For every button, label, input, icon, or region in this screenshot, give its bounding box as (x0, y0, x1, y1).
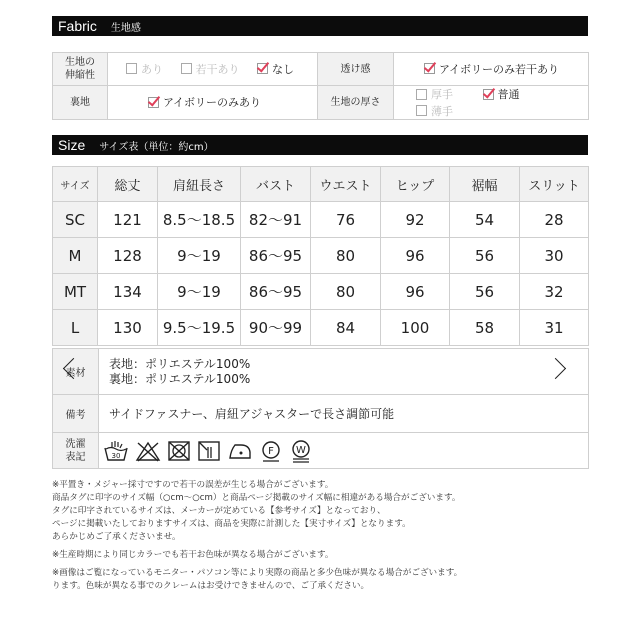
thickness-option-usude: 薄手 (416, 103, 453, 119)
cell: 86〜95 (241, 238, 311, 274)
svg-text:W: W (296, 444, 306, 456)
size-header-row (53, 167, 589, 202)
no-tumble-dry-icon (167, 440, 191, 462)
stretch-options (108, 53, 318, 86)
care-icons (99, 433, 589, 469)
checkbox-empty-icon (126, 63, 137, 74)
sheer-label: 透け感 (318, 53, 394, 86)
note-line: ※生産時期により同じカラーでも若干お色味が異なる場合がございます。 (52, 550, 334, 560)
cell: 58 (450, 310, 520, 346)
checkbox-checked-icon (257, 63, 268, 74)
checkbox-checked-icon (424, 63, 435, 74)
fabric-table (52, 52, 589, 120)
cell: 76 (311, 202, 381, 238)
sheer-option: アイボリーのみ若干あり (424, 61, 559, 77)
col-header: ウエスト (311, 167, 381, 202)
line-dry-shade-icon (197, 440, 221, 462)
thickness-options (394, 86, 589, 120)
material-line-1: 表地：ポリエステル100% (109, 356, 251, 371)
cell: 96 (381, 274, 450, 310)
cell: 128 (98, 238, 158, 274)
notes (52, 479, 612, 593)
cell: 100 (381, 310, 450, 346)
note-line: ※平置き・メジャー採寸ですので若干の誤差が生じる場合がございます。 (52, 480, 334, 490)
cell: 82〜91 (241, 202, 311, 238)
table-row (53, 310, 589, 346)
fabric-header (52, 16, 588, 36)
cell: 80 (311, 274, 381, 310)
cell: 28 (520, 202, 589, 238)
checkbox-checked-icon (148, 97, 159, 108)
cell: 56 (450, 238, 520, 274)
cell: 9〜19 (158, 238, 241, 274)
note-line: ります。色味が異なる事でのクレームはお受けできませんので、ご了承ください。 (52, 581, 370, 591)
thickness-option-atsude: 厚手 (416, 86, 453, 102)
no-bleach-icon (135, 440, 161, 462)
note-line: 商品タグに印字のサイズ幅（○cm〜○cm）と商品ページ掲載のサイズ幅に相違がある場合がございます。 (52, 493, 461, 503)
checkbox-empty-icon (181, 63, 192, 74)
care-label: 洗濯 表記 (53, 433, 99, 469)
cell: 84 (311, 310, 381, 346)
cell: 56 (450, 274, 520, 310)
cell: 86〜95 (241, 274, 311, 310)
row-size: SC (53, 202, 98, 238)
row-size: L (53, 310, 98, 346)
stretch-option-nashi: なし (257, 61, 294, 77)
table-row (53, 202, 589, 238)
col-header: ヒップ (381, 167, 450, 202)
material-label: 素材 (53, 349, 99, 395)
checkbox-empty-icon (416, 89, 427, 100)
row-size: M (53, 238, 98, 274)
cell: 96 (381, 238, 450, 274)
col-header: 裾幅 (450, 167, 520, 202)
col-header: スリット (520, 167, 589, 202)
cell: 9.5〜19.5 (158, 310, 241, 346)
lining-options (108, 86, 318, 120)
cell: 31 (520, 310, 589, 346)
size-heading-jp: サイズ表（単位：約cm） (99, 141, 214, 153)
sheer-options (394, 53, 589, 86)
stretch-label: 生地の 伸縮性 (53, 53, 108, 86)
remarks-text: サイドファスナー、肩紐アジャスターで長さ調節可能 (99, 395, 589, 433)
note-line: タグに印字されているサイズは、メーカーが定めている【参考サイズ】となっており、 (52, 506, 386, 516)
fabric-heading-en: Fabric (58, 18, 97, 34)
thickness-option-futsu: 普通 (483, 86, 520, 102)
note-line: あらかじめご了承くださいませ。 (52, 532, 181, 542)
cell: 8.5〜18.5 (158, 202, 241, 238)
fabric-heading-jp: 生地感 (110, 22, 141, 34)
checkbox-empty-icon (416, 105, 427, 116)
cell: 30 (520, 238, 589, 274)
lining-label: 裏地 (53, 86, 108, 120)
table-row (53, 274, 589, 310)
size-table (52, 166, 589, 346)
cell: 90〜99 (241, 310, 311, 346)
col-header: バスト (241, 167, 311, 202)
note-line: ページに掲載いたしておりますサイズは、商品を実際に計測した【実寸サイズ】となります。 (52, 519, 411, 529)
hand-wash-30-icon (103, 440, 129, 462)
checkbox-checked-icon (483, 89, 494, 100)
cell: 92 (381, 202, 450, 238)
cell: 54 (450, 202, 520, 238)
size-heading-en: Size (58, 137, 86, 153)
cell: 134 (98, 274, 158, 310)
wet-clean-w-icon (289, 439, 313, 463)
stretch-option-jakkan: 若干あり (181, 61, 240, 77)
cell: 9〜19 (158, 274, 241, 310)
cell: 32 (520, 274, 589, 310)
cell: 130 (98, 310, 158, 346)
iron-low-icon (227, 440, 253, 462)
row-size: MT (53, 274, 98, 310)
cell: 121 (98, 202, 158, 238)
material-cell (99, 349, 589, 395)
lining-option: アイボリーのみあり (148, 94, 261, 110)
material-line-2: 裏地：ポリエステル100% (109, 371, 251, 386)
svg-text:F: F (268, 445, 274, 457)
size-corner-label: サイズ (53, 167, 98, 202)
col-header: 総丈 (98, 167, 158, 202)
cell: 80 (311, 238, 381, 274)
stretch-option-ari: あり (126, 61, 163, 77)
note-line: ※画像はご覧になっているモニター・パソコン等により実際の商品と多少色味が異なる場合がございます。 (52, 568, 463, 578)
remarks-label: 備考 (53, 395, 99, 433)
table-row (53, 238, 589, 274)
thickness-label: 生地の厚さ (318, 86, 394, 120)
svg-text:30: 30 (111, 451, 121, 460)
info-table (52, 348, 589, 469)
size-header (52, 135, 588, 155)
col-header: 肩紐長さ (158, 167, 241, 202)
dry-clean-f-icon (259, 440, 283, 462)
